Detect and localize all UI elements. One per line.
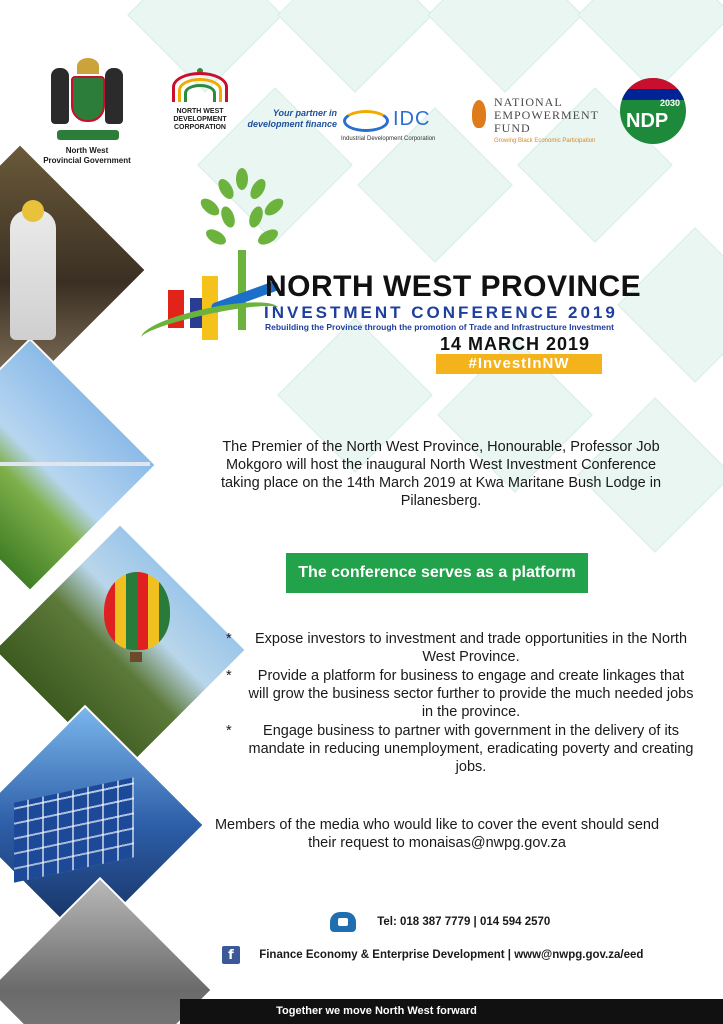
bullet-marker: * (226, 723, 232, 739)
bullet-text: Expose investors to investment and trade opportunities in the North West Province. (254, 631, 688, 665)
list-item (226, 722, 696, 776)
idc-logo (245, 108, 445, 148)
ndp-logo (620, 78, 690, 148)
social-text: Finance Economy & Enterprise Development | www@nwpg.gov.za/eed (259, 949, 644, 962)
nwdc-logo (165, 68, 235, 132)
list-item (226, 630, 696, 666)
phone-contact (330, 912, 550, 932)
coat-of-arms-icon (47, 58, 127, 140)
intro-paragraph: The Premier of the North West Province, Honourable, Professor Job Mokgoro will host the inaugural North West Investment Conference taking place on the 14th March 2019 at Kwa Maritane Bush Lodge in Pilanesberg. (220, 439, 662, 509)
idc-subtitle: Industrial Development Corporation (341, 136, 436, 142)
nw-government-caption: North West Provincial Government (43, 146, 131, 165)
arches-icon (172, 68, 228, 102)
nwdc-caption: NORTH WEST DEVELOPMENT CORPORATION (173, 108, 227, 131)
conference-subtitle: INVESTMENT CONFERENCE 2019 (264, 303, 618, 322)
flag-icon (620, 78, 686, 100)
media-notice: Members of the media who would like to cover the event should send their request to monaisas@nwpg.gov.za (214, 817, 660, 851)
nef-subtitle: Growing Black Economic Participation (494, 138, 596, 144)
conference-date: 14 MARCH 2019 (440, 334, 591, 354)
list-item (226, 667, 696, 721)
phone-icon (330, 912, 356, 932)
partner-logos (0, 50, 723, 170)
bullet-text: Provide a platform for business to engage and create linkages that will grow the business sector further to provide the much needed jobs in the province. (248, 668, 694, 720)
conference-hashtag: #InvestInNW (436, 354, 602, 374)
nw-government-logo (32, 58, 142, 166)
conference-logo (140, 160, 642, 380)
facebook-icon[interactable]: f (222, 946, 240, 964)
idc-name: IDC (393, 108, 431, 130)
ndp-name: NDP (626, 110, 669, 132)
flame-icon (472, 100, 486, 128)
bullet-list (226, 630, 696, 777)
social-contact (222, 946, 643, 964)
conference-title: NORTH WEST PROVINCE (265, 270, 642, 303)
balloon-basket-icon (130, 652, 142, 662)
ndp-year: 2030 (659, 98, 680, 108)
platform-banner: The conference serves as a platform to: (286, 553, 588, 593)
footer-slogan: Together we move North West forward (180, 999, 723, 1024)
nef-name: NATIONAL EMPOWERMENT FUND (494, 95, 599, 135)
bullet-marker: * (226, 631, 232, 647)
miner-figure (10, 210, 56, 340)
hot-air-balloon-icon (104, 572, 170, 650)
conference-tagline: Rebuilding the Province through the promotion of Trade and Infrastructure Investment (265, 322, 614, 332)
irrigation-pivot-icon (0, 462, 150, 466)
hardhat-icon (22, 200, 44, 222)
idc-swoosh-icon (343, 110, 389, 132)
bullet-marker: * (226, 668, 232, 684)
idc-tagline: Your partner in development finance (247, 108, 337, 129)
phone-numbers: Tel: 018 387 7779 | 014 594 2570 (377, 916, 551, 929)
bullet-text: Engage business to partner with government in the delivery of its mandate in reducing unemployment, eradicating poverty and creating jobs. (248, 723, 694, 775)
nef-logo (472, 96, 602, 146)
